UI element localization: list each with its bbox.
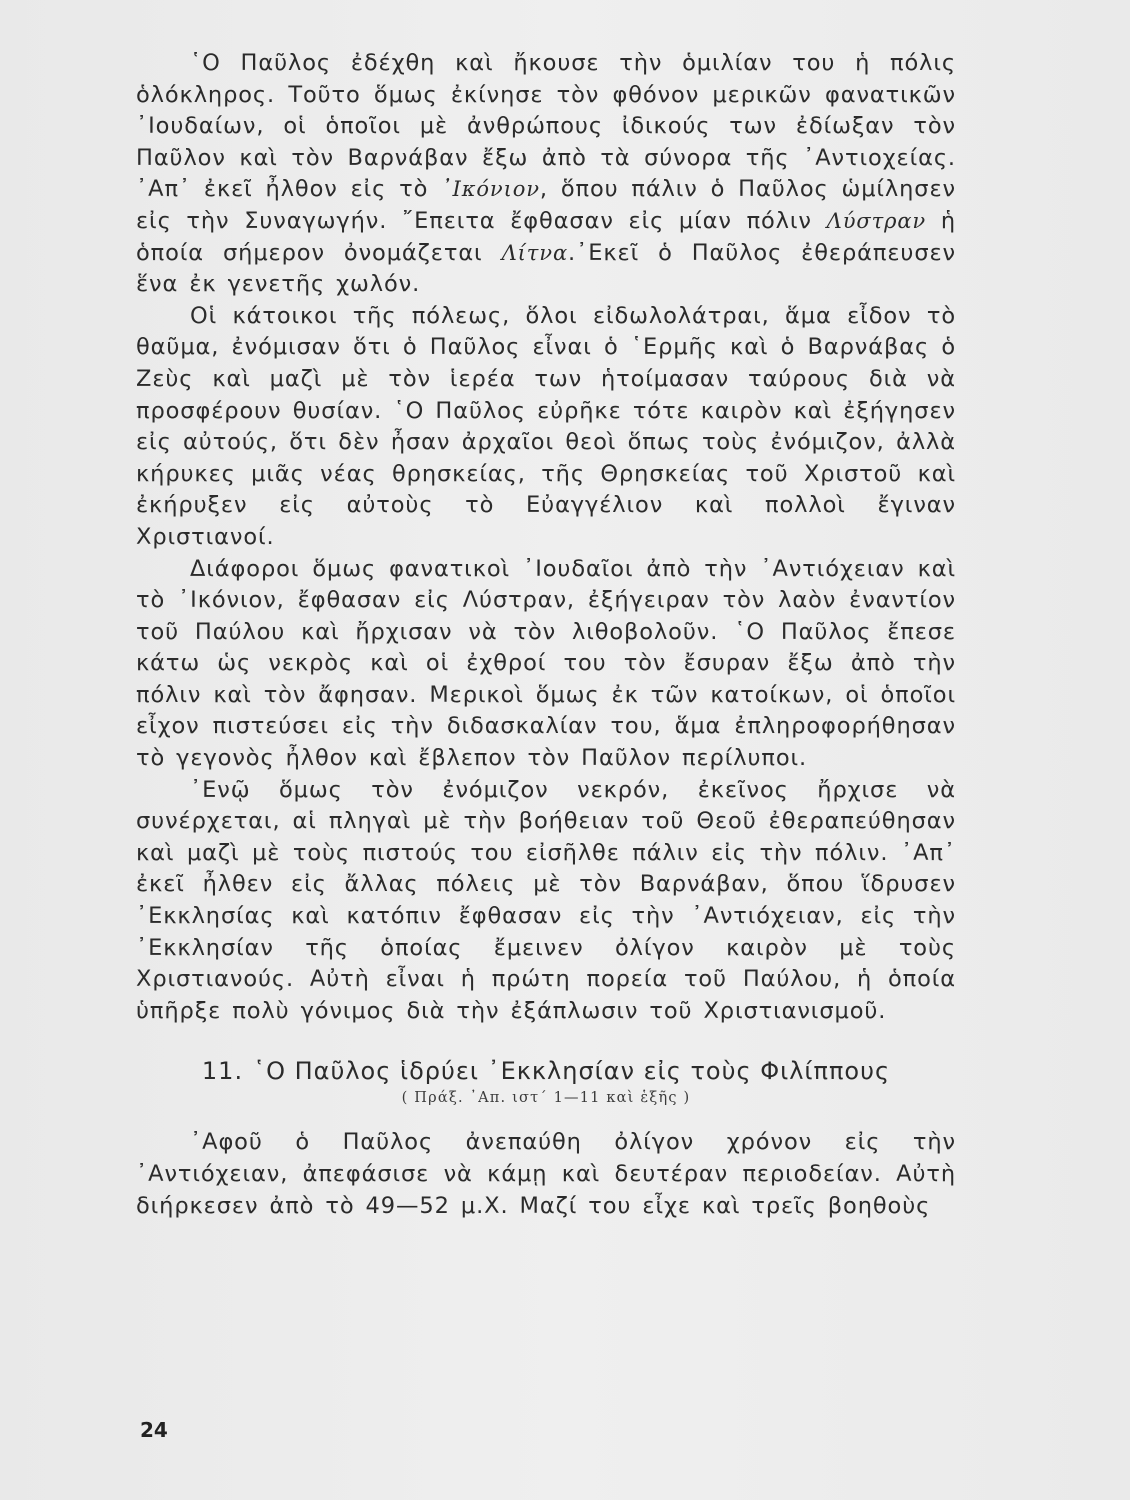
text-run: Οἱ κάτοικοι τῆς πόλεως, ὅλοι εἰδωλολάτραι, ἅμα εἶδον τὸ θαῦμα, ἐνόμισαν ὅτι ὁ Παῦλος εἶναι ὁ ῾Ερμῆς καὶ ὁ Βαρνάβας ὁ Ζεὺς καὶ μαζὶ μὲ τὸν ἱερέα των ἡτοίμασαν ταύρους διὰ νὰ προσφέρουν θυσίαν. ῾Ο Παῦλος εὐρῆκε τότε καιρὸν καὶ ἐξήγησεν εἰς αὐτούς, ὅτι δὲν ἦσαν ἀρχαῖοι θεοὶ ὅπως τοὺς ἐνόμιζον, ἀλλὰ κήρυκες μιᾶς νέας θρησκείας, τῆς Θρησκείας τοῦ Χριστοῦ καὶ ἐκήρυξεν εἰς αὐτοὺς τὸ Εὐαγγέλιον καὶ πολλοὶ ἔγιναν Χριστιανοί. — [136, 302, 956, 550]
text-run: ᾿Ενῷ ὅμως τὸν ἐνόμιζον νεκρόν, ἐκεῖνος ἤρχισε νὰ συνέρχεται, αἱ πληγαὶ μὲ τὴν βοήθειαν τοῦ Θεοῦ ἐθεραπεύθησαν καὶ μαζὶ μὲ τοὺς πιστούς του εἰσῆλθε πάλιν εἰς τὴν πόλιν. ᾿Απ᾿ ἐκεῖ ἦλθεν εἰς ἄλλας πόλεις μὲ τὸν Βαρνάβαν, ὅπου ἵδρυσεν ᾿Εκκλησίας καὶ κατόπιν ἔφθασαν εἰς τὴν ᾿Αντιόχειαν, εἰς τὴν ᾿Εκκλησίαν τῆς ὁποίας ἔμεινεν ὀλίγον καιρὸν μὲ τοὺς Χριστιανούς. Αὐτὴ εἶναι ἡ πρώτη πορεία τοῦ Παύλου, ἡ ὁποία ὑπῆρξε πολὺ γόνιμος διὰ τὴν ἐξάπλωσιν τοῦ Χριστιανισμοῦ. — [136, 776, 956, 1024]
italic-place-name: Λύστραν — [826, 208, 927, 233]
text-run: ἡ ὁποία σήμερον ὀνομάζεται — [136, 207, 956, 266]
section-number: 11. — [201, 1057, 244, 1086]
italic-place-name: ᾿Ικόνιον — [441, 177, 540, 202]
paragraph-1 — [136, 48, 956, 301]
text-run: , ὅπου πάλιν ὁ Παῦλος ὡμίλησεν εἰς τὴν Συναγωγήν. ῎Επειτα ἔφθασαν εἰς μίαν πόλιν — [136, 176, 956, 234]
italic-place-name: Λίτνα — [501, 240, 569, 265]
section-reference: ( Πράξ. ᾿Απ. ιστ΄ 1—11 καὶ ἑξῆς ) — [401, 1090, 691, 1107]
paragraph-4 — [136, 775, 956, 1028]
page-number: 24 — [140, 1418, 168, 1442]
body-text — [136, 48, 956, 1222]
text-run: ῾Ο Παῦλος ἐδέχθη καὶ ἤκουσε τὴν ὁμιλίαν του ἡ πόλις ὁλόκληρος. Τοῦτο ὅμως ἐκίνησε τὸν φθόνον μερικῶν φανατικῶν ᾿Ιουδαίων, οἱ ὁποῖοι μὲ ἀνθρώπους ἰδικούς των ἐδίωξαν τὸν Παῦλον καὶ τὸν Βαρνάβαν ἔξω ἀπὸ τὰ σύνορα τῆς ᾿Αντιοχείας. ᾿Απ᾿ ἐκεῖ ἦλθον εἰς τὸ — [136, 50, 956, 203]
text-run: Διάφοροι ὅμως φανατικοὶ ᾿Ιουδαῖοι ἀπὸ τὴν ᾿Αντιόχειαν καὶ τὸ ᾿Ικόνιον, ἔφθασαν εἰς Λύστραν, ἐξήγειραν τὸν λαὸν ἐναντίον τοῦ Παύλου καὶ ἤρχισαν νὰ τὸν λιθοβολοῦν. ῾Ο Παῦλος ἔπεσε κάτω ὡς νεκρὸς καὶ οἱ ἐχθροί του τὸν ἔσυραν ἔξω ἀπὸ τὴν πόλιν καὶ τὸν ἄφησαν. Μερικοὶ ὅμως ἐκ τῶν κατοίκων, οἱ ὁποῖοι εἶχον πιστεύσει εἰς τὴν διδασκαλίαν του, ἅμα ἐπληροφορήθησαν τὸ γεγονὸς ἦλθον καὶ ἔβλεπον τὸν Παῦλον περίλυποι. — [136, 555, 956, 772]
text-run: .᾿Εκεῖ ὁ Παῦλος ἐθεράπευσεν ἕνα ἐκ γενετῆς χωλόν. — [136, 239, 957, 298]
paragraph-5: ᾿Αφοῦ ὁ Παῦλος ἀνεπαύθη ὀλίγον χρόνον εἰς τὴν ᾿Αντιόχειαν, ἀπεφάσισε νὰ κάμῃ καὶ δευτέραν περιοδείαν. Αὐτὴ διήρκεσεν ἀπὸ τὸ 49—52 μ.Χ. Μαζί του εἶχε καὶ τρεῖς βοηθοὺς — [136, 1129, 956, 1219]
section-title: ῾Ο Παῦλος ἱδρύει ᾿Εκκλησίαν εἰς τοὺς Φιλίππους — [253, 1057, 891, 1086]
paragraph-2 — [136, 301, 956, 554]
section-heading — [136, 1055, 956, 1087]
paragraph-3 — [136, 554, 956, 775]
